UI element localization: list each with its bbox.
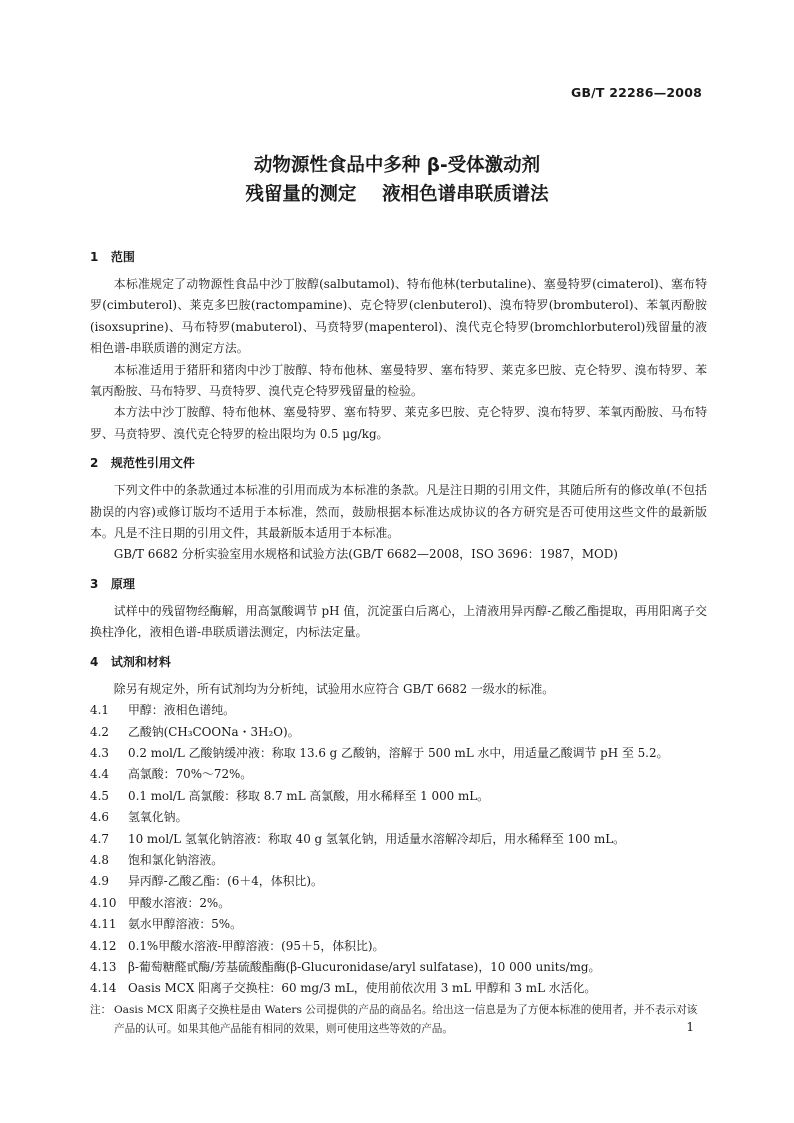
- paragraph: 本标准规定了动物源性食品中沙丁胺醇(salbutamol)、特布他林(terbutaline)、塞曼特罗(cimaterol)、塞布特罗(cimbuterol)、莱克多巴胺(ractompamine)、克仑特罗(clenbuterol)、溴布特罗(brombuterol)、苯氧丙酚胺(isoxsuprine)、马布特罗(mabuterol)、马贲特罗(mapenterol)、溴代克仑特罗(bromchlorbuterol)残留量的液相色谱-串联质谱的测定方法。: [90, 277, 707, 356]
- item-number: 4.10: [90, 895, 117, 910]
- note-label: 注：: [90, 1003, 112, 1016]
- item-text: 高氯酸：70%～72%。: [128, 767, 253, 782]
- section-scope: [90, 246, 707, 445]
- section-heading-reagents: 4 试剂和材料: [90, 654, 171, 669]
- item-number: 4.3: [90, 745, 109, 760]
- item-text: 氢氧化钠。: [128, 810, 188, 825]
- paragraph: 试样中的残留物经酶解，用高氯酸调节 pH 值，沉淀蛋白后离心，上清液用异丙醇-乙酸乙酯提取，再用阳离子交换柱净化，液相色谱-串联质谱法测定，内标法定量。: [90, 603, 707, 640]
- reagent-item: [90, 807, 707, 828]
- section-heading-scope: 1 范围: [90, 250, 135, 264]
- item-text: 饱和氯化钠溶液。: [128, 852, 224, 867]
- section-normative-references: [90, 452, 707, 566]
- reagent-item: [90, 893, 707, 914]
- item-number: 4.11: [90, 917, 117, 932]
- item-number: 4.13: [90, 959, 117, 974]
- reagent-item: [90, 978, 707, 999]
- item-text: 甲酸水溶液：2%。: [128, 895, 231, 910]
- item-number: 4.9: [90, 874, 109, 889]
- reagent-item: [90, 871, 707, 892]
- item-number: 4.1: [90, 703, 109, 718]
- item-number: 4.6: [90, 810, 109, 825]
- item-number: 4.2: [90, 724, 109, 739]
- reagent-item: [90, 957, 707, 978]
- item-text: 乙酸钠(CH₃COONa・3H₂O)。: [128, 724, 300, 739]
- paragraph: 下列文件中的条款通过本标准的引用而成为本标准的条款。凡是注日期的引用文件，其随后所有的修改单(不包括勘误的内容)或修订版均不适用于本标准，然而，鼓励根据本标准达成协议的各方研究是否可使用这些文件的最新版本。凡是不注日期的引用文件，其最新版本适用于本标准。: [90, 483, 707, 541]
- document-body: [90, 246, 707, 1046]
- section-principle: [90, 573, 707, 644]
- item-text: 0.2 mol/L 乙酸钠缓冲液：称取 13.6 g 乙酸钠，溶解于 500 mL 水中，用适量乙酸调节 pH 至 5.2。: [128, 745, 669, 760]
- item-text: 10 mol/L 氢氧化钠溶液：称取 40 g 氢氧化钠，用适量水溶解冷却后，用水稀释至 100 mL。: [128, 831, 626, 846]
- paragraph: 本方法中沙丁胺醇、特布他林、塞曼特罗、塞布特罗、莱克多巴胺、克仑特罗、溴布特罗、苯氧丙酚胺、马布特罗、马贲特罗、溴代克仑特罗的检出限均为 0.5 μg/kg。: [90, 405, 707, 441]
- item-number: 4.4: [90, 767, 109, 782]
- item-number: 4.7: [90, 831, 109, 846]
- note: [90, 1001, 707, 1039]
- reagent-item: [90, 850, 707, 871]
- reference-entry: GB/T 6682 分析实验室用水规格和试验方法(GB/T 6682—2008，ISO 3696：1987，MOD): [113, 547, 618, 562]
- reagent-item: [90, 936, 707, 957]
- reagent-item: [90, 700, 707, 721]
- item-text: 0.1 mol/L 高氯酸：移取 8.7 mL 高氯酸，用水稀释至 1 000 mL。: [128, 788, 490, 803]
- paragraph: 本标准适用于猪肝和猪肉中沙丁胺醇、特布他林、塞曼特罗、塞布特罗、莱克多巴胺、克仑特罗、溴布特罗、苯氧丙酚胺、马布特罗、马贲特罗、溴代克仑特罗残留量的检验。: [90, 362, 707, 399]
- note-text: Oasis MCX 阳离子交换柱是由 Waters 公司提供的产品的商品名。给出这一信息是为了方便本标准的使用者，并不表示对该产品的认可。如果其他产品能有相同的效果，则可使用这些等效的产品。: [114, 1003, 698, 1035]
- section-heading-principle: 3 原理: [90, 576, 135, 591]
- item-text: 异丙醇-乙酸乙酯：(6＋4，体积比)。: [128, 874, 323, 889]
- standard-number: GB/T 22286—2008: [570, 85, 702, 100]
- item-number: 4.12: [90, 938, 117, 953]
- item-number: 4.14: [90, 981, 117, 996]
- item-number: 4.5: [90, 788, 109, 803]
- reagent-item: [90, 829, 707, 850]
- item-text: β-葡萄糖醛甙酶/芳基硫酸酯酶(β-Glucuronidase/aryl sulfatase)，10 000 units/mg。: [128, 959, 601, 974]
- item-text: Oasis MCX 阳离子交换柱：60 mg/3 mL，使用前依次用 3 mL 甲醇和 3 mL 水活化。: [128, 981, 597, 996]
- reagent-item: [90, 914, 707, 935]
- section-reagents: [90, 651, 707, 1039]
- reagent-item: [90, 764, 707, 785]
- item-text: 氨水甲醇溶液：5%。: [128, 917, 242, 932]
- title-line-2: 残留量的测定 液相色谱串联质谱法: [245, 184, 549, 205]
- document-title: [0, 151, 794, 209]
- reagent-item: [90, 722, 707, 743]
- item-number: 4.8: [90, 852, 109, 867]
- item-text: 甲醇：液相色谱纯。: [128, 703, 236, 718]
- section-heading-normative: 2 规范性引用文件: [90, 456, 195, 471]
- title-line-1: 动物源性食品中多种 β-受体激动剂: [253, 155, 541, 176]
- reagent-item: [90, 743, 707, 764]
- paragraph: 除另有规定外，所有试剂均为分析纯，试验用水应符合 GB/T 6682 一级水的标准。: [113, 681, 555, 696]
- page-number: 1: [686, 1020, 694, 1034]
- reagent-item: [90, 786, 707, 807]
- item-text: 0.1%甲酸水溶液-甲醇溶液：(95＋5，体积比)。: [128, 938, 385, 953]
